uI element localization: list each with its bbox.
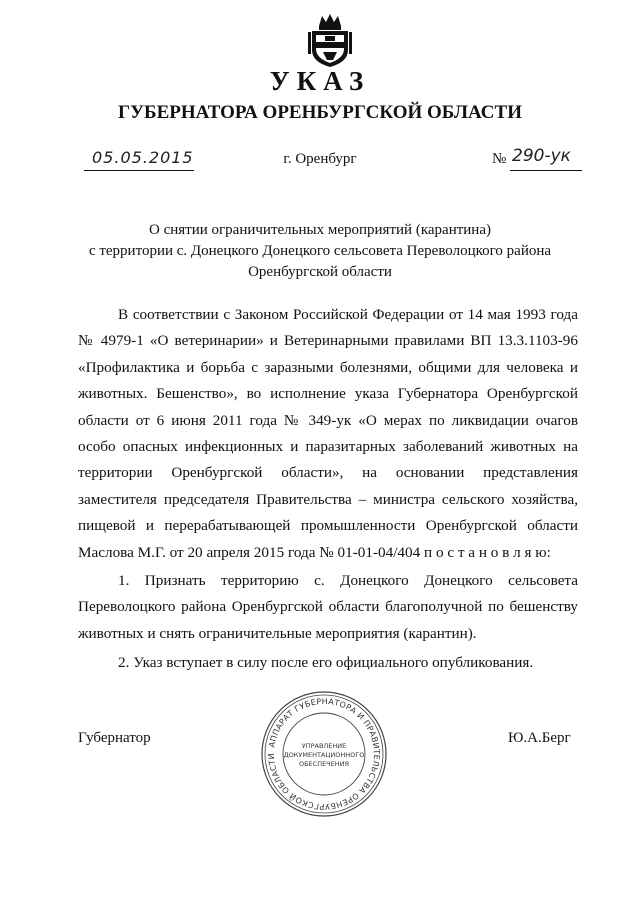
stamp-ring-text: АППАРАТ ГУБЕРНАТОРА И ПРАВИТЕЛЬСТВА ОРЕНБУРГСКОЙ ОБЛАСТИ <box>266 696 382 812</box>
signatory-name: Ю.А.Берг <box>508 730 571 746</box>
subject-line: О снятии ограничительных мероприятий (карантина) <box>149 222 491 238</box>
preamble-text: В соответствии с Законом Российской Федерации от 14 мая 1993 года № 4979-1 «О ветеринарии» и Ветеринарными правилами ВП 13.3.1103-96 «Профилактика и борьба с заразными болезнями, общими для человека и животных. Бешенство», во исполнение указа Губернатора Оренбургской области от 6 июня 2011 года № 349-ук «О мерах по ликвидации очагов особо опасных инфекционных и паразитарных заболеваний животных на территории Оренбургской области», на основании представления заместителя председателя Правительства – министра сельского хозяйства, пищевой и перерабатывающей промышленности Оренбургской области Маслова М.Г. от 20 апреля 2015 года № 01-01-04/404 <box>78 306 578 561</box>
item-1-paragraph: 1. Признать территорию с. Донецкого Донецкого сельсовета Переволоцкого района Оренбургской области благополучной по бешенству животных и снять ограничительные мероприятия (карантин). <box>78 572 578 642</box>
decree-subject <box>60 220 580 283</box>
decree-body <box>78 302 578 677</box>
stamp-center-line: УПРАВЛЕНИЕ <box>301 742 347 750</box>
subject-line: с территории с. Донецкого Донецкого сельсовета Переволоцкого района <box>88 243 552 259</box>
date-underline <box>84 170 194 171</box>
decree-city: г. Оренбург <box>283 151 357 167</box>
preamble-paragraph <box>78 302 578 566</box>
number-underline <box>510 170 582 171</box>
document-title: УКАЗ <box>269 66 371 96</box>
decree-word: п о с т а н о в л я ю: <box>424 543 551 561</box>
decree-date: 05.05.2015 <box>92 148 194 167</box>
stamp-center-line: ОБЕСПЕЧЕНИЯ <box>298 760 350 768</box>
subject-line: Оренбургской области <box>248 264 392 280</box>
stamp-center-line: ДОКУМЕНТАЦИОННОГО <box>283 751 365 759</box>
document-subtitle: ГУБЕРНАТОРА ОРЕНБУРГСКОЙ ОБЛАСТИ <box>118 102 522 123</box>
number-prefix: № <box>492 151 507 167</box>
decree-number: 290-ук <box>512 146 571 166</box>
signatory-position: Губернатор <box>78 730 151 746</box>
coat-of-arms-icon <box>305 12 355 68</box>
official-stamp-icon <box>260 690 388 818</box>
item-2-paragraph: 2. Указ вступает в силу после его официального опубликования. <box>118 654 534 672</box>
